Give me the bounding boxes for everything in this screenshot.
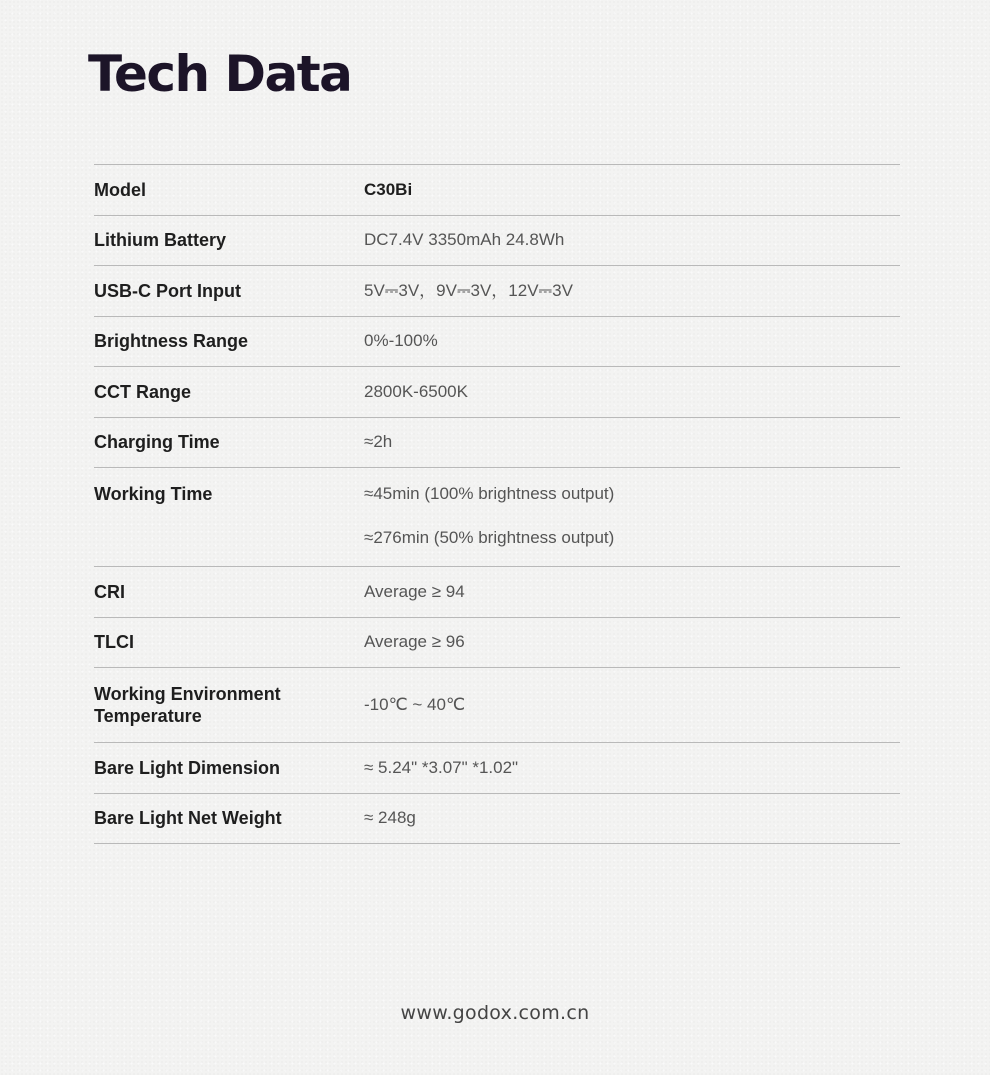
spec-label: CCT Range xyxy=(94,381,192,402)
page-title: Tech Data xyxy=(88,45,352,103)
spec-table xyxy=(94,164,900,844)
spec-label: Bare Light Dimension xyxy=(94,757,281,778)
spec-row-lithium-battery xyxy=(94,216,900,267)
spec-label: USB-C Port Input xyxy=(94,280,241,301)
spec-value-line: ≈276min (50% brightness output) xyxy=(364,528,615,547)
spec-row-charging-time xyxy=(94,418,900,469)
spec-label: Working Time xyxy=(94,484,213,504)
spec-label: TLCI xyxy=(94,632,134,653)
spec-value: ≈ 248g xyxy=(364,808,416,828)
spec-value: C30Bi xyxy=(364,179,413,199)
spec-row-bare-light-dimension xyxy=(94,743,900,794)
spec-value: -10℃ ~ 40℃ xyxy=(364,695,466,714)
spec-label: Charging Time xyxy=(94,432,220,453)
spec-label: CRI xyxy=(94,581,125,602)
spec-label: Model xyxy=(94,179,146,200)
spec-value: ≈2h xyxy=(364,432,393,452)
spec-row-working-environment-temperature xyxy=(94,668,900,743)
spec-row-bare-light-net-weight xyxy=(94,794,900,845)
spec-label: Brightness Range xyxy=(94,331,249,352)
spec-value: 2800K-6500K xyxy=(364,381,468,401)
spec-value xyxy=(364,468,900,566)
spec-value: 5V⎓3V，9V⎓3V，12V⎓3V xyxy=(364,280,573,300)
spec-row-brightness-range xyxy=(94,317,900,368)
spec-row-model xyxy=(94,165,900,216)
spec-label: Lithium Battery xyxy=(94,230,227,251)
spec-label: Working Environment Temperature xyxy=(94,684,281,726)
spec-value: Average ≥ 94 xyxy=(364,581,465,601)
spec-row-usb-c-port-input xyxy=(94,266,900,317)
spec-row-tlci xyxy=(94,618,900,669)
website-url: www.godox.com.cn xyxy=(400,1002,590,1024)
spec-value: 0%-100% xyxy=(364,331,438,351)
spec-value: ≈ 5.24" *3.07" *1.02" xyxy=(364,757,519,777)
spec-row-working-time xyxy=(94,468,900,567)
spec-row-cri xyxy=(94,567,900,618)
spec-value: Average ≥ 96 xyxy=(364,632,465,652)
spec-value: DC7.4V 3350mAh 24.8Wh xyxy=(364,230,565,250)
spec-value-line: ≈45min (100% brightness output) xyxy=(364,484,615,503)
spec-label: Bare Light Net Weight xyxy=(94,808,282,829)
spec-row-cct-range xyxy=(94,367,900,418)
